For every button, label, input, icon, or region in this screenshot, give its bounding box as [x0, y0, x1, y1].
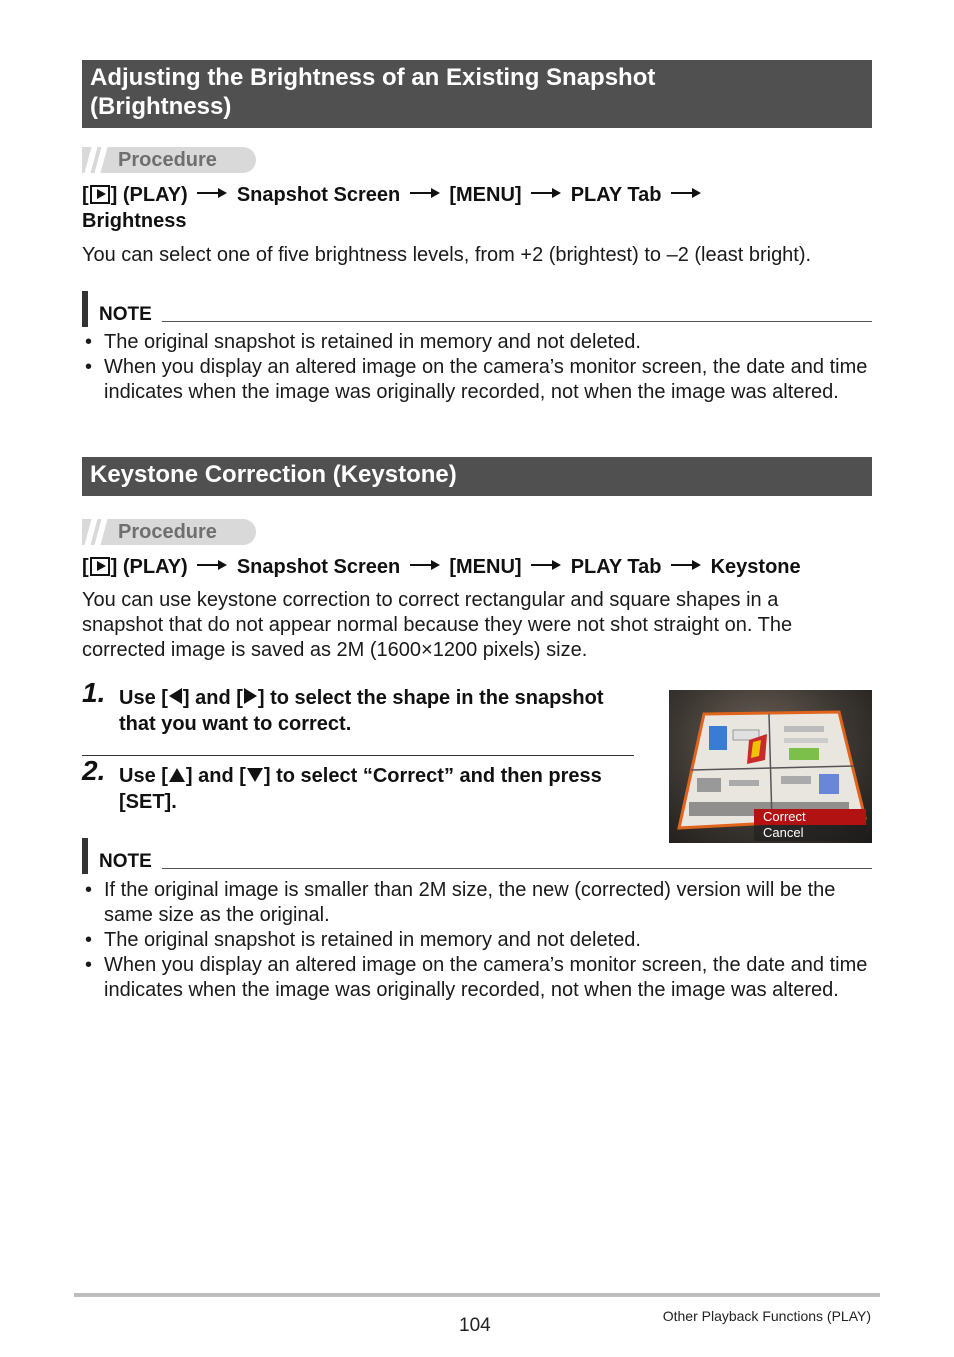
procedure-path: [ ] (PLAY) Snapshot Screen [MENU] PLAY Tab Keystone: [82, 556, 801, 578]
menu-option-correct[interactable]: Correct: [754, 809, 866, 825]
play-button-icon: [90, 557, 110, 576]
note-list: [82, 330, 872, 405]
arrow-right-icon: [531, 559, 561, 571]
procedure-label: Procedure: [118, 149, 217, 171]
note-header: NOTE: [82, 838, 872, 874]
procedure-label: Procedure: [118, 521, 217, 543]
page-number: 104: [459, 1315, 491, 1336]
section-title-keystone: Keystone Correction (Keystone): [82, 457, 872, 496]
down-triangle-icon: [247, 768, 263, 782]
menu-option-cancel[interactable]: Cancel: [754, 825, 866, 841]
step-2: 2. Use [ ] and [ ] to select “Correct” and then press [SET].: [82, 755, 602, 813]
step-1: 1. Use [ ] and [ ] to select the shape in the snapshot that you want to correct.: [82, 677, 604, 735]
note-item: • The original snapshot is retained in memory and not deleted.: [85, 929, 641, 951]
arrow-right-icon: [531, 187, 561, 199]
note-header: NOTE: [82, 291, 872, 327]
camera-screen-image: [669, 690, 872, 843]
footer-rule: [74, 1293, 880, 1297]
up-triangle-icon: [169, 768, 185, 782]
arrow-right-icon: [197, 559, 227, 571]
note-item: • The original snapshot is retained in memory and not deleted.: [85, 331, 641, 353]
arrow-right-icon: [671, 187, 701, 199]
note-item: • When you display an altered image on the camera’s monitor screen, the date and time indicates when the image was originally recorded, not when the image was altered.: [85, 356, 868, 403]
arrow-right-icon: [197, 187, 227, 199]
step-divider: [82, 755, 634, 756]
note-item: • If the original image is smaller than 2M size, the new (corrected) version will be the same size as the original.: [85, 879, 836, 926]
brightness-description: You can select one of five brightness levels, from +2 (brightest) to –2 (least bright).: [82, 244, 812, 266]
arrow-right-icon: [410, 559, 440, 571]
note-list: [82, 878, 872, 1003]
procedure-tag: [82, 519, 256, 545]
chapter-title: Other Playback Functions (PLAY): [662, 1308, 871, 1324]
section-title-brightness: [82, 60, 872, 128]
note-item: • When you display an altered image on the camera’s monitor screen, the date and time indicates when the image was originally recorded, not when the image was altered.: [85, 954, 868, 1001]
section-title-line1: Adjusting the Brightness of an Existing Snapshot: [90, 64, 656, 91]
keystone-description: You can use keystone correction to correct rectangular and square shapes in a snapshot that do not appear normal because they were not shot straight on. The corrected image is saved as 2M (1600×1200 pixels) size.: [82, 589, 793, 661]
right-triangle-icon: [244, 688, 257, 704]
arrow-right-icon: [671, 559, 701, 571]
procedure-tag: [82, 147, 256, 173]
left-triangle-icon: [169, 688, 182, 704]
keystone-menu: [754, 809, 866, 841]
section-title-line2: (Brightness): [90, 93, 232, 120]
arrow-right-icon: [410, 187, 440, 199]
play-button-icon: [90, 185, 110, 204]
procedure-path: [ ] (PLAY) Snapshot Screen [MENU] PLAY Tab Brightness: [82, 182, 782, 234]
